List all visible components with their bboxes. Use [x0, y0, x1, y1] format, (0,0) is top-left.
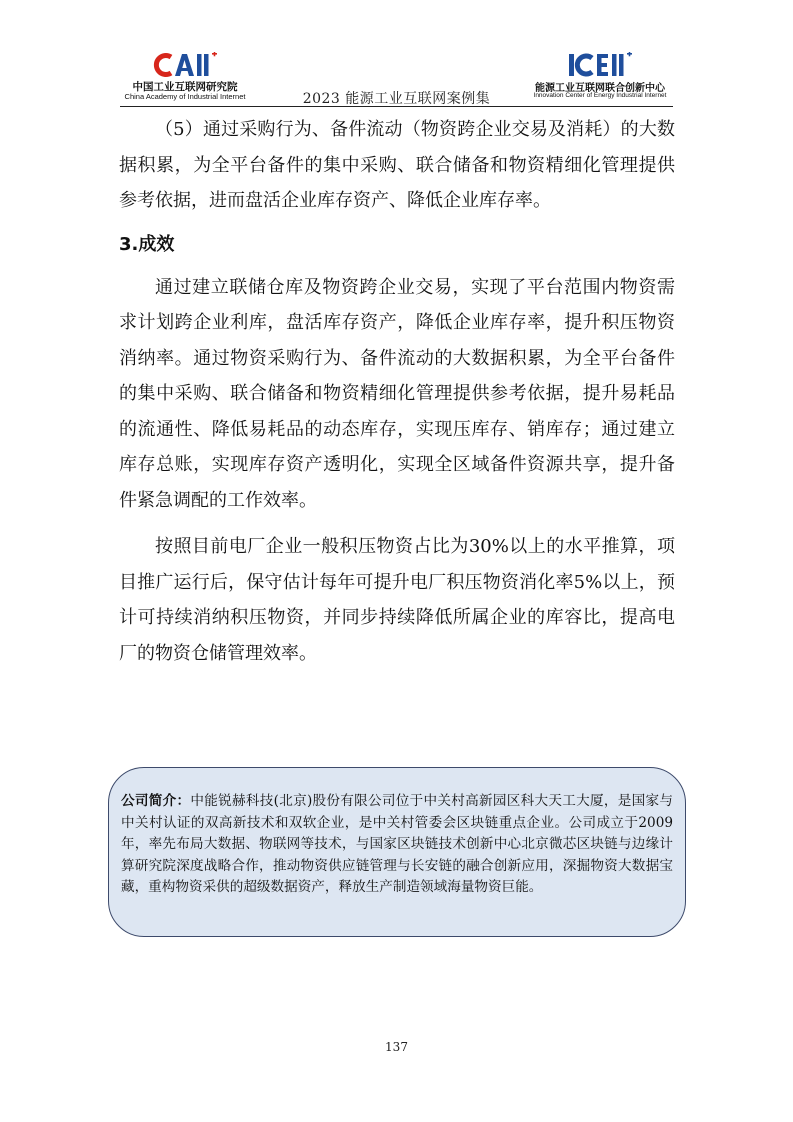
company-intro-label: 公司简介： [121, 793, 191, 809]
iceii-cn-name: 能源工业互联网联合创新中心 [535, 83, 665, 94]
iceii-en-name: Innovation Center of Energy Industrial Internet [533, 92, 667, 99]
paragraph-point-5: （5）通过采购行为、备件流动（物资跨企业交易及消耗）的大数据积累，为全平台备件的集中采购、联合储备和物资精细化管理提供参考依据，进而盘活企业库存资产、降低企业库存率。 [119, 119, 675, 211]
company-intro [121, 791, 673, 899]
section-heading-results: 3.成效 [119, 233, 175, 255]
page-number: 137 [385, 1040, 408, 1054]
header-divider [120, 106, 673, 107]
paragraph-results: 通过建立联储仓库及物资跨企业交易，实现了平台范围内物资需求计划跨企业利库，盘活库存资产，降低企业库存率，提升积压物资消纳率。通过物资采购行为、备件流动的大数据积累，为全平台备件的集中采购、联合储备和物资精细化管理提供参考依据，提升易耗品的流通性、降低易耗品的动态库存，实现压库存、销库存；通过建立库存总账，实现库存资产透明化，实现全区域备件资源共享，提升备件紧急调配的工作效率。 [119, 276, 675, 511]
iceii-logo-mark [568, 52, 634, 78]
page-header [0, 0, 793, 108]
caii-en-name: China Academy of Industrial Internet [124, 92, 246, 101]
paragraph-estimate: 按照目前电厂企业一般积压物资占比为30%以上的水平推算，项目推广运行后，保守估计每年可提升电厂积压物资消化率5%以上，预计可持续消纳积压物资，并同步持续降低所属企业的库容比，提高电厂的物资仓储管理效率。 [119, 536, 675, 664]
document-title: 2023 能源工业互联网案例集 [302, 91, 491, 107]
caii-logo-mark [152, 52, 218, 78]
company-intro-text: 中能锐赫科技(北京)股份有限公司位于中关村高新园区科大天工大厦，是国家与中关村认证的双高新技术和双软企业，是中关村管委会区块链重点企业。公司成立于2009年，率先布局大数据、物联网等技术，与国家区块链技术创新中心北京微芯区块链与边缘计算研究院深度战略合作，推动物资供应链管理与长安链的融合创新应用，深掘物资大数据宝藏，重构物资采供的超级数据资产，释放生产制造领域海量物资巨能。 [121, 793, 673, 895]
main-content [119, 112, 675, 671]
company-intro-box [108, 767, 686, 937]
caii-cn-name: 中国工业互联网研究院 [132, 81, 238, 93]
